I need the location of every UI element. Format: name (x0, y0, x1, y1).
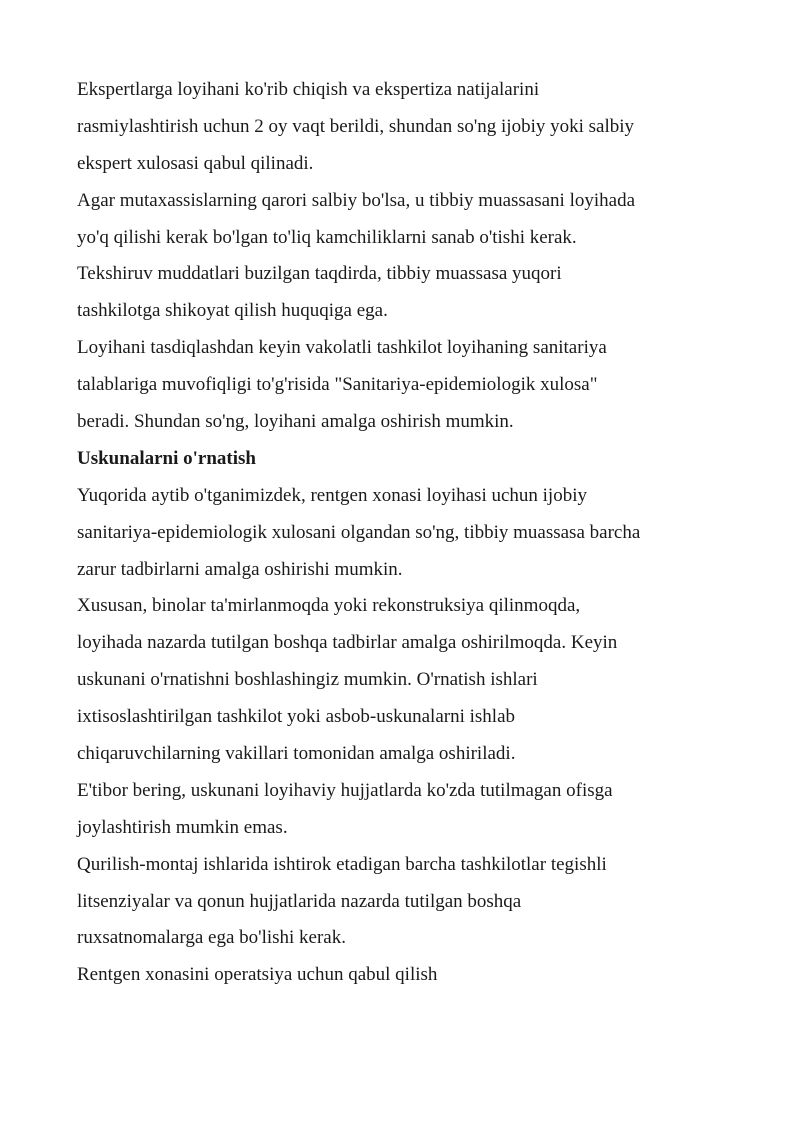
text-line: Loyihani tasdiqlashdan keyin vakolatli tashkilot loyihaning sanitariya (77, 337, 607, 359)
text-line: yo'q qilishi kerak bo'lgan to'liq kamchiliklarni sanab o'tishi kerak. (77, 226, 577, 248)
text-line: Rentgen xonasini operatsiya uchun qabul qilish (77, 964, 438, 986)
text-line: ixtisoslashtirilgan tashkilot yoki asbob-uskunalarni ishlab (77, 706, 516, 728)
text-line: Tekshiruv muddatlari buzilgan taqdirda, tibbiy muassasa yuqori (77, 263, 562, 285)
section-heading: Uskunalarni o'rnatish (77, 447, 256, 469)
text-line: ekspert xulosasi qabul qilinadi. (77, 152, 314, 174)
text-line: ruxsatnomalarga ega bo'lishi kerak. (77, 927, 346, 949)
text-line: Yuqorida aytib o'tganimizdek, rentgen xonasi loyihasi uchun ijobiy (77, 484, 587, 506)
text-line: rasmiylashtirish uchun 2 oy vaqt berildi, shundan so'ng ijobiy yoki salbiy (77, 115, 635, 137)
text-line: joylashtirish mumkin emas. (77, 816, 288, 838)
text-line: beradi. Shundan so'ng, loyihani amalga oshirish mumkin. (77, 411, 514, 433)
text-line: tashkilotga shikoyat qilish huquqiga ega. (77, 300, 388, 322)
text-line: Xususan, binolar ta'mirlanmoqda yoki rekonstruksiya qilinmoqda, (77, 595, 581, 617)
text-line: loyihada nazarda tutilgan boshqa tadbirlar amalga oshirilmoqda. Keyin (77, 632, 618, 654)
text-line: Agar mutaxassislarning qarori salbiy bo'lsa, u tibbiy muassasani loyihada (77, 189, 636, 211)
text-line: chiqaruvchilarning vakillari tomonidan amalga oshiriladi. (77, 743, 516, 765)
text-line: uskunani o'rnatishni boshlashingiz mumkin. O'rnatish ishlari (77, 669, 538, 691)
text-line: talablariga muvofiqligi to'g'risida "Sanitariya-epidemiologik xulosa" (77, 374, 598, 396)
text-line: sanitariya-epidemiologik xulosani olgandan so'ng, tibbiy muassasa barcha (77, 521, 641, 543)
document-page (77, 72, 727, 994)
text-line: litsenziyalar va qonun hujjatlarida nazarda tutilgan boshqa (77, 890, 522, 912)
text-line: Ekspertlarga loyihani ko'rib chiqish va ekspertiza natijalarini (77, 79, 540, 100)
text-line: Qurilish-montaj ishlarida ishtirok etadigan barcha tashkilotlar tegishli (77, 853, 607, 875)
text-line: zarur tadbirlarni amalga oshirishi mumkin. (77, 558, 403, 580)
text-line: E'tibor bering, uskunani loyihaviy hujjatlarda ko'zda tutilmagan ofisga (77, 779, 613, 801)
